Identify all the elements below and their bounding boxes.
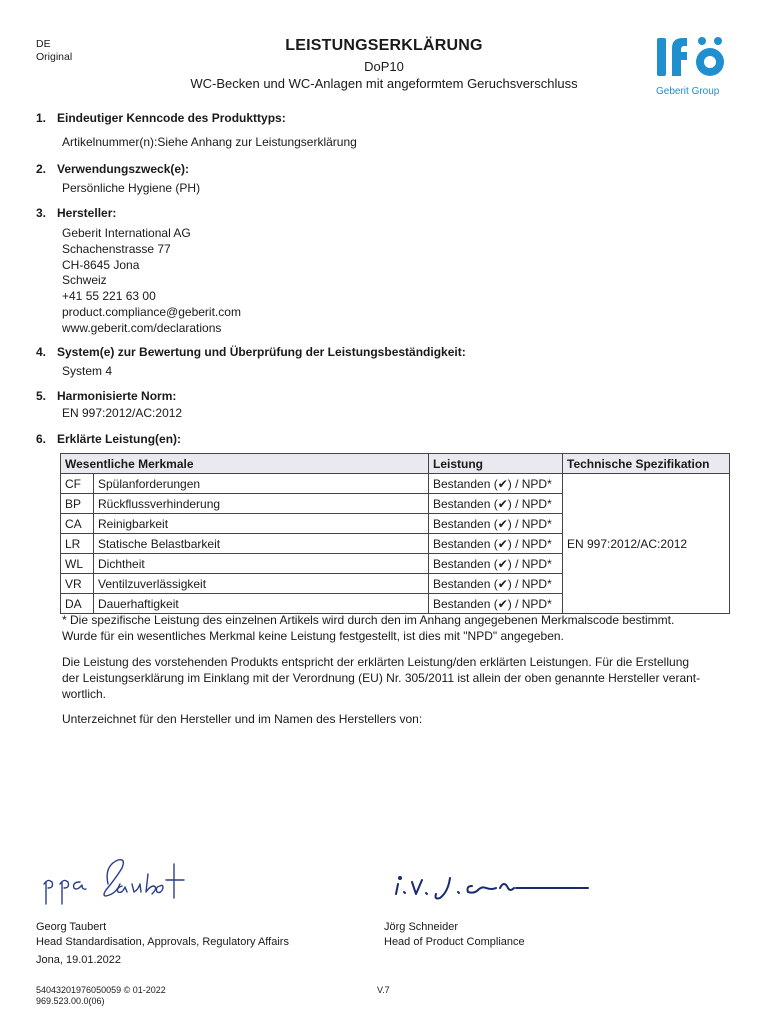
section-title: Erklärte Leistung(en): [57, 432, 182, 446]
performance-value: Bestanden (✔) / NPD* [429, 554, 563, 574]
column-header-spec: Technische Spezifikation [563, 454, 730, 474]
characteristic-code: CF [61, 474, 94, 494]
performance-value: Bestanden (✔) / NPD* [429, 594, 563, 614]
address-line: Schachenstrasse 77 [62, 241, 171, 256]
characteristic-name: Dichtheit [94, 554, 429, 574]
place-date: Jona, 19.01.2022 [36, 954, 122, 966]
section-4-text: System 4 [62, 364, 113, 378]
statement-line: wortlich. [62, 686, 107, 701]
technical-spec-value: EN 997:2012/AC:2012 [563, 474, 730, 614]
signatory-name: Jörg Schneider [384, 921, 458, 933]
performance-value: Bestanden (✔) / NPD* [429, 494, 563, 514]
language-label: Original [36, 51, 73, 63]
characteristic-code: WL [61, 554, 94, 574]
email-address: product.compliance@geberit.com [62, 304, 241, 319]
section-number: 4. [36, 345, 47, 359]
characteristic-code: LR [61, 534, 94, 554]
signatory-role: Head Standardisation, Approvals, Regulatory Affairs [36, 935, 289, 948]
section-title: System(e) zur Bewertung und Überprüfung der Leistungsbeständigkeit: [57, 345, 466, 359]
signatory-role: Head of Product Compliance [384, 935, 525, 948]
statement-line: der Leistungserklärung im Einklang mit der Verordnung (EU) Nr. 305/2011 ist allein der oben genannte Hersteller verant- [62, 670, 701, 685]
section-4-heading [36, 345, 466, 359]
characteristic-name: Reinigbarkeit [94, 514, 429, 534]
address-line: CH-8645 Jona [62, 257, 140, 272]
address-line: Schweiz [62, 273, 107, 288]
version-label: V.7 [377, 985, 390, 995]
section-1-text: Artikelnummer(n):Siehe Anhang zur Leistungserklärung [62, 135, 357, 149]
article-code: 969.523.00.0(06) [36, 996, 105, 1006]
signatory-name: Georg Taubert [36, 921, 107, 933]
performance-value: Bestanden (✔) / NPD* [429, 474, 563, 494]
signature-taubert [36, 852, 216, 918]
performance-value: Bestanden (✔) / NPD* [429, 514, 563, 534]
section-2-text: Persönliche Hygiene (PH) [62, 181, 201, 195]
document-codes [36, 985, 166, 1007]
footnote-line: * Die spezifische Leistung des einzelnen Artikels wird durch den im Anhang angegebenen Merkmalscode bestimmt. [62, 613, 675, 627]
characteristic-name: Statische Belastbarkeit [94, 534, 429, 554]
section-number: 2. [36, 162, 47, 176]
section-title: Hersteller: [57, 206, 117, 220]
characteristic-code: CA [61, 514, 94, 534]
section-title: Verwendungszweck(e): [57, 162, 190, 176]
logo-subtitle: Geberit Group [656, 86, 720, 97]
statement-line: Die Leistung des vorstehenden Produkts entspricht der erklärten Leistung/den erklärten Leistungen. Für die Erstellung [62, 655, 690, 669]
footnote-line: Wurde für ein wesentliches Merkmal keine Leistung festgestellt, ist dies mit "NPD" angegeben. [62, 628, 564, 643]
section-number: 3. [36, 206, 47, 220]
performance-value: Bestanden (✔) / NPD* [429, 534, 563, 554]
section-title: Eindeutiger Kenncode des Produkttyps: [57, 111, 286, 125]
section-3-heading [36, 206, 116, 220]
section-number: 6. [36, 432, 47, 446]
table-row [61, 474, 730, 494]
phone-number: +41 55 221 63 00 [62, 289, 156, 304]
language-code: DE [36, 38, 51, 50]
signature-schneider [392, 870, 602, 904]
column-header-performance: Leistung [429, 454, 563, 474]
signatory-right [384, 920, 525, 949]
characteristic-name: Rückflussverhinderung [94, 494, 429, 514]
product-description: WC-Becken und WC-Anlagen mit angeformtem Geruchsverschluss [190, 76, 578, 91]
dop-number: DoP10 [364, 59, 404, 74]
section-2-heading [36, 162, 189, 176]
signatory-left [36, 920, 289, 949]
characteristic-name: Ventilzuverlässigkeit [94, 574, 429, 594]
performance-table [60, 453, 730, 614]
section-5-text: EN 997:2012/AC:2012 [62, 406, 183, 420]
column-header-characteristics: Wesentliche Merkmale [61, 454, 429, 474]
section-number: 5. [36, 389, 47, 403]
website-url: www.geberit.com/declarations [62, 320, 222, 335]
document-code: 54043201976050059 © 01-2022 [36, 985, 166, 995]
section-6-heading [36, 432, 181, 446]
conformity-statement [62, 655, 732, 702]
address-line: Geberit International AG [62, 226, 191, 240]
footnote [62, 613, 732, 645]
characteristic-code: VR [61, 574, 94, 594]
section-5-heading [36, 389, 176, 403]
characteristic-code: DA [61, 594, 94, 614]
characteristic-code: BP [61, 494, 94, 514]
section-title: Harmonisierte Norm: [57, 389, 177, 403]
manufacturer-address [62, 226, 241, 337]
characteristic-name: Dauerhaftigkeit [94, 594, 429, 614]
characteristic-name: Spülanforderungen [94, 474, 429, 494]
table-header-row [61, 454, 730, 474]
document-title: LEISTUNGSERKLÄRUNG [285, 37, 483, 54]
signed-by-text: Unterzeichnet für den Hersteller und im Namen des Herstellers von: [62, 712, 423, 726]
performance-value: Bestanden (✔) / NPD* [429, 574, 563, 594]
section-1-heading [36, 111, 286, 125]
section-number: 1. [36, 111, 47, 125]
